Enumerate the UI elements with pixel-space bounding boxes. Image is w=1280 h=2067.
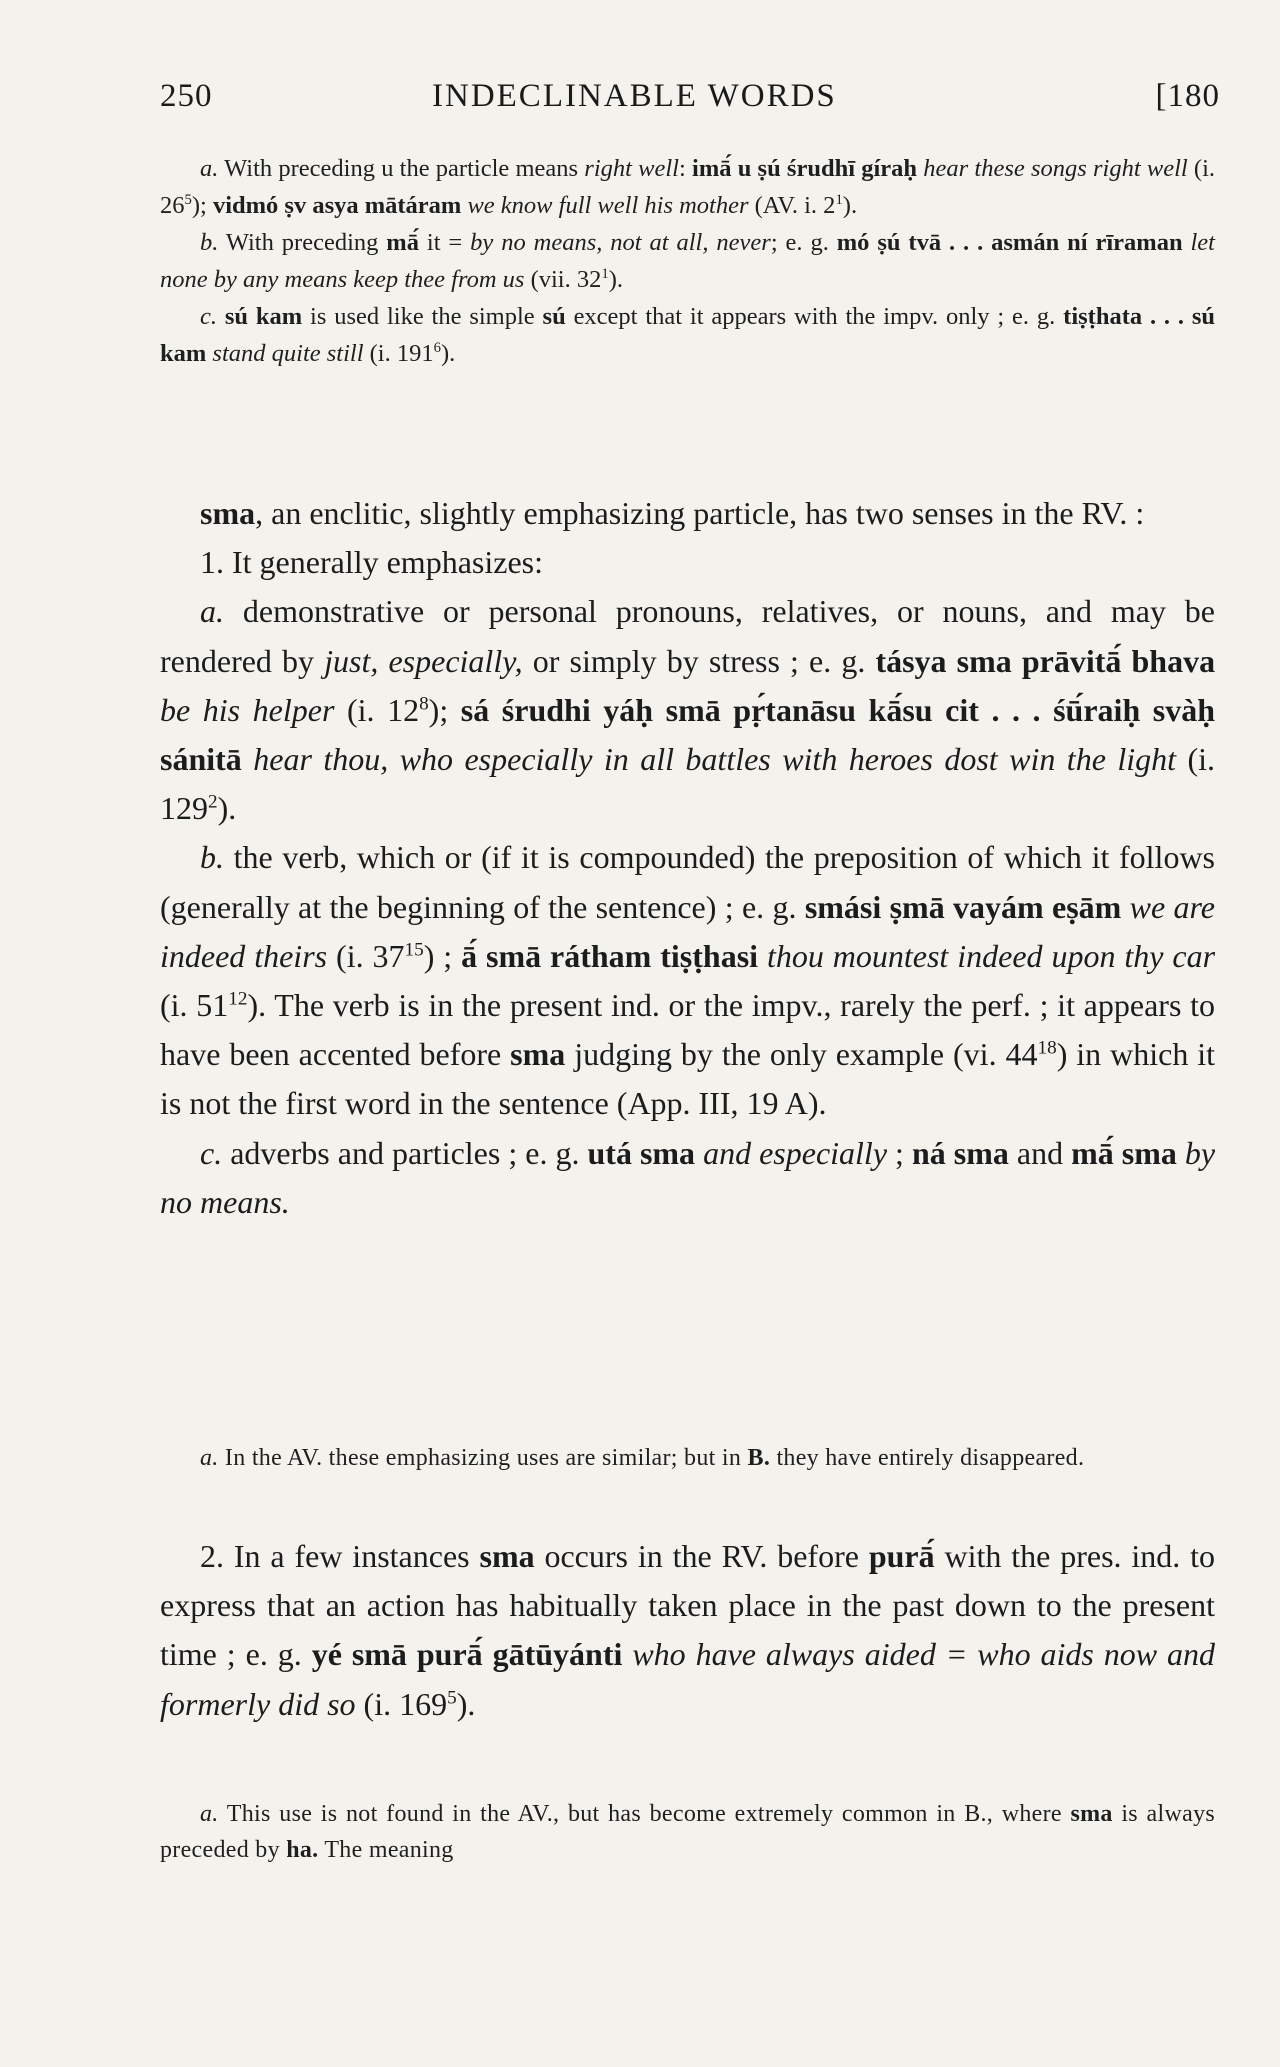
running-head — [160, 78, 1220, 128]
page-number: 250 — [160, 78, 213, 114]
main-text — [160, 489, 1215, 1227]
section-number: [180 — [1155, 78, 1220, 114]
sense-1c: c. adverbs and particles ; e. g. utá sma and especially ; ná sma and mā́ sma by no means. — [160, 1134, 1216, 1220]
note-1a: a. In the AV. these emphasizing uses are similar; but in B. they have entirely disappeared. — [200, 1445, 1085, 1471]
running-title: INDECLINABLE WORDS — [432, 78, 837, 114]
note-c: c. sú kam is used like the simple sú except that it appears with the impv. only ; e. g. tiṣṭhata . . . sú kam stand quite still (i. $191^6$). — [160, 303, 1216, 367]
note-2a: a. This use is not found in the AV., but has become extremely common in B., where sma is always preceded by ha. The meaning — [160, 1801, 1216, 1863]
sense-1a: a. demonstrative or personal pronouns, relatives, or nouns, and may be rendered by just, especially, or simply by stress ; e. g. tásya sma prāvitā́ bhava be his helper (i. $12^8$); sá śrudhi yáḥ smā pṛ́tanāsu kā́su cit . . . śū́raiḥ svàḥ sánitā hear thou, who especially in all battles with heroes dost win the light (i. $129^2$). — [160, 593, 1216, 827]
sense-1b: b. the verb, which or (if it is compounded) the preposition of which it follows (generally at the beginning of the sentence) ; e. g. smási ṣmā vayám eṣām we are indeed theirs (i. $37^{15}$) ; ā́ smā rátham tiṣṭhasi thou mountest indeed upon thy car (i. $51^{12}$). The verb is in the present ind. or the impv., rarely the perf. ; it appears to have been accented before sma judging by the only example (vi. $44^{18}$) in which it is not the first word in the sentence (App. III, 19 A). — [160, 839, 1216, 1122]
note-a: a. With preceding u the particle means right well: imā́ u ṣú śrudhī gíraḥ hear these songs right well (i. $26^5$); vidmó ṣv asya mātáram we know full well his mother (AV. i. $2^1$). — [160, 155, 1216, 219]
note-b: b. With preceding mā́ it = by no means, not at all, never; e. g. mó ṣú tvā . . . asmán ní rīraman let none by any means keep thee from us (vii. $32^1$). — [160, 229, 1215, 293]
sense-2: 2. In a few instances sma occurs in the RV. before purā́ with the pres. ind. to express that an action has habitually taken place in the past down to the present time ; e. g. yé smā purā́ gātūyánti who have always aided = who aids now and formerly did so (i. $169^5$). — [160, 1538, 1216, 1722]
sense-1-heading: 1. It generally emphasizes: — [200, 544, 543, 581]
notes-top — [160, 150, 1215, 372]
intro-paragraph: sma, an enclitic, slightly emphasizing particle, has two senses in the RV. : — [200, 495, 1145, 531]
